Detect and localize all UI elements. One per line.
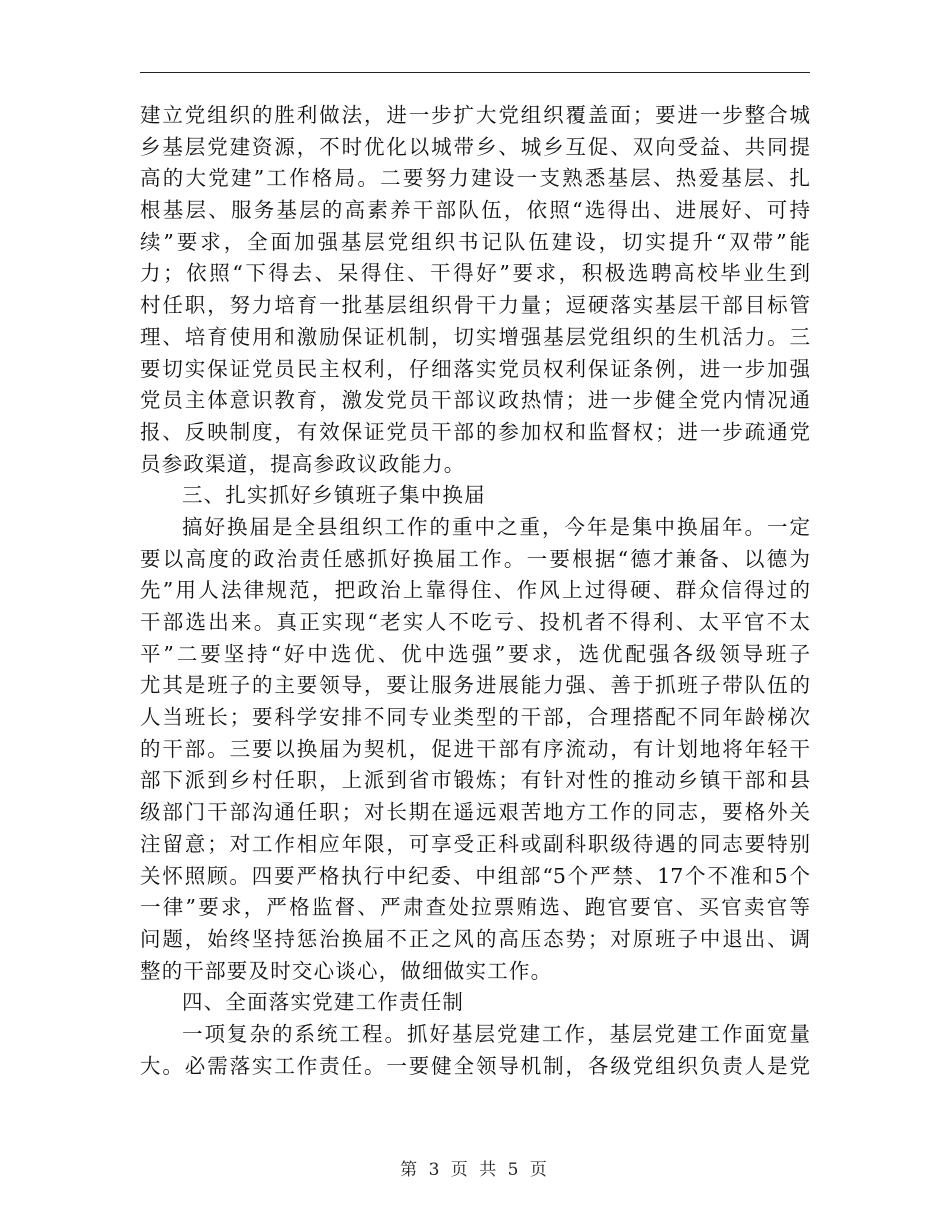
paragraph-line: 搞好换届是全县组织工作的重中之重，今年是集中换届年。一定 xyxy=(182,514,810,539)
section-heading: 四、全面落实党建工作责任制 xyxy=(182,990,465,1015)
paragraph-line: 理、培育使用和激励保证机制，切实增强基层党组织的生机活力。三 xyxy=(140,324,810,349)
paragraph-line: 注留意；对工作相应年限，可享受正科或副科职级待遇的同志要特别 xyxy=(140,831,810,856)
document-body xyxy=(140,100,810,1082)
paragraph-line: 要以高度的政治责任感抓好换届工作。一要根据“德才兼备、以德为 xyxy=(140,546,810,571)
paragraph-line: 要切实保证党员民主权利，仔细落实党员权利保证条例，进一步加强 xyxy=(140,356,810,381)
paragraph-line: 一项复杂的系统工程。抓好基层党建工作，基层党建工作面宽量 xyxy=(182,1021,810,1046)
paragraph-line: 一律”要求，严格监督、严肃查处拉票贿选、跑官要官、买官卖官等 xyxy=(140,895,810,920)
paragraph-line: 关怀照顾。四要严格执行中纪委、中组部“5个严禁、17个不准和5个 xyxy=(140,863,810,888)
paragraph-line: 员参政渠道，提高参政议政能力。 xyxy=(140,451,466,476)
paragraph-line: 整的干部要及时交心谈心，做细做实工作。 xyxy=(140,958,553,983)
paragraph-line: 大。必需落实工作责任。一要健全领导机制，各级党组织负责人是党 xyxy=(140,1053,810,1078)
paragraph-line: 级部门干部沟通任职；对长期在遥远艰苦地方工作的同志，要格外关 xyxy=(140,800,810,825)
section-heading: 三、扎实抓好乡镇班子集中换届 xyxy=(182,483,486,508)
page-number: 第 3 页 共 5 页 xyxy=(400,1160,550,1180)
paragraph-line: 高的大党建”工作格局。二要努力建设一支熟悉基层、热爱基层、扎 xyxy=(140,166,810,191)
paragraph-line: 党员主体意识教育，激发党员干部议政热情；进一步健全党内情况通 xyxy=(140,388,810,413)
paragraph-line: 乡基层党建资源，不时优化以城带乡、城乡互促、双向受益、共同提 xyxy=(140,134,810,159)
paragraph-line: 干部选出来。真正实现“老实人不吃亏、投机者不得利、太平官不太 xyxy=(140,610,810,634)
paragraph-line: 续”要求，全面加强基层党组织书记队伍建设，切实提升“双带”能 xyxy=(140,229,810,254)
paragraph-line: 建立党组织的胜利做法，进一步扩大党组织覆盖面；要进一步整合城 xyxy=(140,103,810,127)
paragraph-line: 平”二要坚持“好中选优、优中选强”要求，选优配强各级领导班子 xyxy=(140,641,810,666)
paragraph-line: 部下派到乡村任职，上派到省市锻炼；有针对性的推动乡镇干部和县 xyxy=(140,768,810,793)
paragraph-line: 人当班长；要科学安排不同专业类型的干部，合理搭配不同年龄梯次 xyxy=(140,705,810,730)
paragraph-line: 根基层、服务基层的高素养干部队伍，依照“选得出、进展好、可持 xyxy=(140,198,810,223)
paragraph-line: 问题，始终坚持惩治换届不正之风的高压态势；对原班子中退出、调 xyxy=(140,926,810,951)
paragraph-line: 的干部。三要以换届为契机，促进干部有序流动，有计划地将年轻干 xyxy=(140,736,810,761)
paragraph-line: 村任职，努力培育一批基层组织骨干力量；逗硬落实基层干部目标管 xyxy=(140,293,810,318)
header-rule xyxy=(140,72,810,73)
paragraph-line: 尤其是班子的主要领导，要让服务进展能力强、善于抓班子带队伍的 xyxy=(140,673,810,698)
paragraph-line: 报、反映制度，有效保证党员干部的参加权和监督权；进一步疏通党 xyxy=(140,419,810,444)
paragraph-line: 力；依照“下得去、呆得住、干得好”要求，积极选聘高校毕业生到 xyxy=(140,261,810,286)
paragraph-line: 先”用人法律规范，把政治上靠得住、作风上过得硬、群众信得过的 xyxy=(140,578,810,603)
